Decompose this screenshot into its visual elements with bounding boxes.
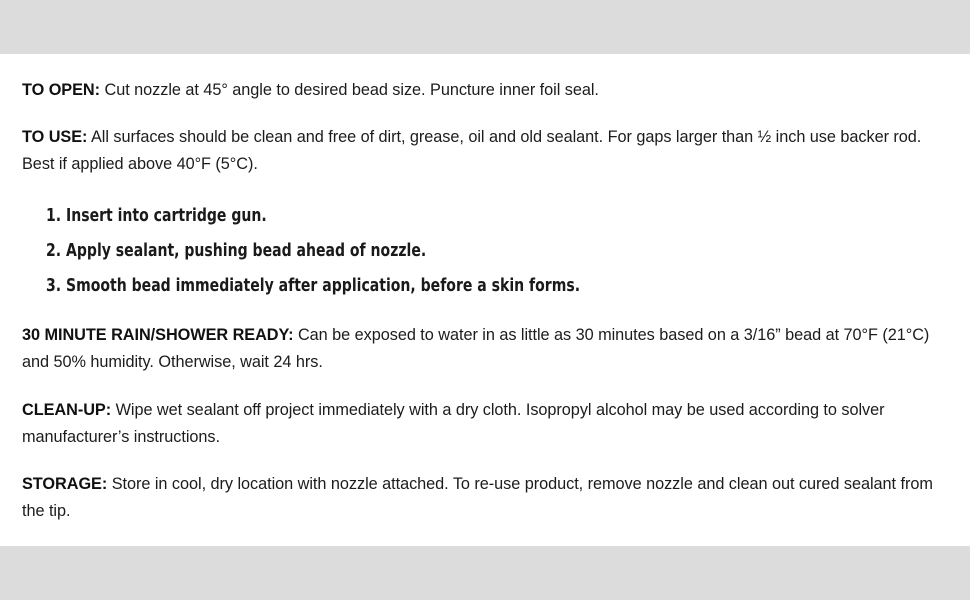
to-use-text: All surfaces should be clean and free of dirt, grease, oil and old sealant. For gaps larger than ½ inch use backer rod. Best if applied above 40°F (5°C). (22, 128, 922, 173)
application-steps-list (46, 198, 731, 303)
to-open-text: Cut nozzle at 45° angle to desired bead size. Puncture inner foil seal. (100, 81, 599, 99)
storage-paragraph (22, 471, 952, 525)
storage-label: STORAGE: (22, 475, 108, 493)
to-use-label: TO USE: (22, 128, 88, 146)
rain-ready-paragraph (22, 322, 952, 376)
rain-ready-text: Can be exposed to water in as little as 30 minutes based on a 3/16” bead at 70°F (21°C) and 50% humidity. Otherwise, wait 24 hrs. (22, 326, 930, 371)
to-use-paragraph (22, 124, 952, 178)
clean-up-text: Wipe wet sealant off project immediately with a dry cloth. Isopropyl alcohol may be used according to solver manufacturer’s instructions. (22, 401, 885, 446)
clean-up-paragraph (22, 397, 952, 451)
step-item: 3. Smooth bead immediately after application, before a skin forms. (46, 275, 581, 296)
clean-up-label: CLEAN-UP: (22, 401, 112, 419)
to-open-paragraph (22, 77, 952, 104)
instructions-panel (0, 54, 970, 546)
step-item: 1. Insert into cartridge gun. (46, 205, 267, 226)
rain-ready-label: 30 MINUTE RAIN/SHOWER READY: (22, 326, 294, 344)
to-open-label: TO OPEN: (22, 81, 101, 99)
step-item: 2. Apply sealant, pushing bead ahead of nozzle. (46, 240, 427, 261)
storage-text: Store in cool, dry location with nozzle attached. To re-use product, remove nozzle and clean out cured sealant from the tip. (22, 475, 933, 520)
